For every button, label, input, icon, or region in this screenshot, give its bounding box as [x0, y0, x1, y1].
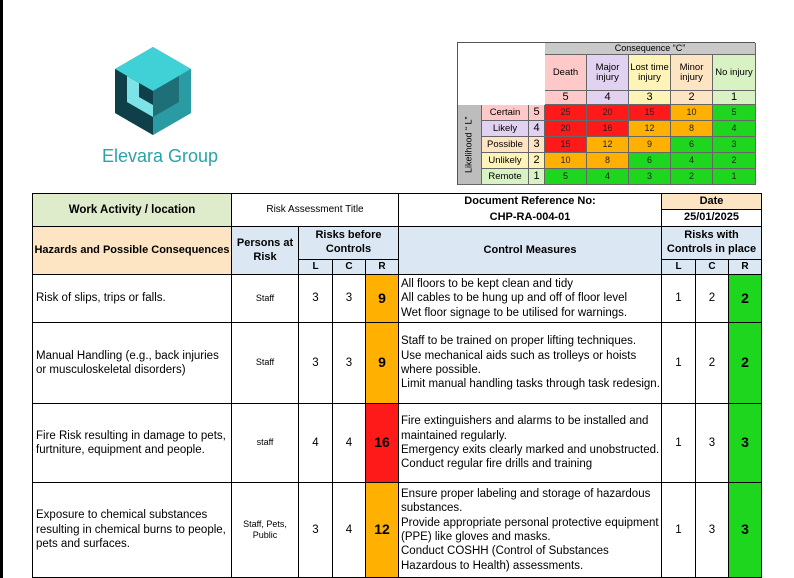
risk-cell: 20: [587, 105, 629, 121]
after-c-cell: 2: [696, 323, 729, 404]
risk-cell: 10: [545, 153, 587, 169]
risk-cell: 3: [629, 169, 671, 185]
consequence-label: Death: [545, 55, 587, 91]
doc-ref-value: CHP-RA-004-01: [399, 210, 662, 227]
hazard-cell: Risk of slips, trips or falls.: [33, 275, 232, 323]
control-line: Staff to be trained on proper lifting techniques.: [401, 335, 637, 348]
likelihood-label: Certain: [482, 105, 529, 121]
after-r-cell: 2: [729, 275, 762, 323]
consequence-score: 2: [671, 91, 713, 105]
date-value: 25/01/2025: [662, 210, 762, 227]
likelihood-label: Unlikely: [482, 153, 529, 169]
control-line: Provide appropriate personal protective equipment (PPE) like gloves and masks.: [401, 516, 659, 543]
risk-cell: 3: [713, 137, 756, 153]
risk-cell: 15: [545, 137, 587, 153]
risk-cell: 4: [671, 153, 713, 169]
hazard-cell: Manual Handling (e.g., back injuries or musculoskeletal disorders): [33, 323, 232, 404]
likelihood-score: 4: [529, 121, 545, 137]
hazard-cell: Exposure to chemical substances resulting in chemical burns to people, pets and surfaces.: [33, 483, 232, 578]
after-c-cell: 2: [696, 275, 729, 323]
consequence-score: 5: [545, 91, 587, 105]
control-line: All floors to be kept clean and tidy: [401, 277, 573, 290]
after-l-cell: 1: [662, 323, 696, 404]
risk-cell: 6: [629, 153, 671, 169]
likelihood-score: 1: [529, 169, 545, 185]
control-line: Conduct COSHH (Control of Substances Hazardous to Health) assessments.: [401, 545, 609, 572]
consequence-label: Minor injury: [671, 55, 713, 91]
risk-cell: 8: [587, 153, 629, 169]
persons-at-risk-header: Persons at Risk: [232, 227, 299, 275]
risk-cell: 4: [587, 169, 629, 185]
before-r-header: R: [366, 260, 399, 275]
consequence-score: 4: [587, 91, 629, 105]
before-l-cell: 3: [299, 483, 333, 578]
risk-cell: 2: [713, 153, 756, 169]
before-l-cell: 3: [299, 275, 333, 323]
after-r-header: R: [729, 260, 762, 275]
hazard-cell: Fire Risk resulting in damage to pets, furtniture, equipment and people.: [33, 404, 232, 483]
company-logo: [113, 45, 193, 137]
risk-cell: 15: [629, 105, 671, 121]
control-measures-cell: [399, 275, 662, 323]
before-r-cell: 16: [366, 404, 399, 483]
likelihood-score: 2: [529, 153, 545, 169]
before-l-cell: 4: [299, 404, 333, 483]
before-c-header: C: [333, 260, 366, 275]
control-measures-cell: [399, 323, 662, 404]
persons-cell: Staff, Pets, Public: [232, 483, 299, 578]
after-r-cell: 3: [729, 404, 762, 483]
risk-assessment-table: [32, 193, 762, 578]
risk-cell: 12: [587, 137, 629, 153]
risk-cell: 8: [671, 121, 713, 137]
risk-cell: 5: [545, 169, 587, 185]
after-r-cell: 2: [729, 323, 762, 404]
consequence-title: Consequence “C”: [545, 43, 756, 55]
after-c-cell: 3: [696, 404, 729, 483]
work-activity-header: Work Activity / location: [33, 194, 232, 227]
control-measures-cell: [399, 483, 662, 578]
control-line: Emergency exits clearly marked and unobstructed.: [401, 444, 660, 456]
consequence-label: Lost time injury: [629, 55, 671, 91]
control-line: Limit manual handling tasks through task redesign.: [401, 378, 660, 391]
risk-cell: 6: [671, 137, 713, 153]
after-l-cell: 1: [662, 275, 696, 323]
before-r-cell: 9: [366, 275, 399, 323]
likelihood-label: Likely: [482, 121, 529, 137]
after-l-cell: 1: [662, 483, 696, 578]
risk-cell: 2: [671, 169, 713, 185]
doc-ref-label: Document Reference No:: [399, 194, 662, 210]
control-line: All cables to be hung up and off of floor level: [401, 292, 628, 305]
likelihood-label: Possible: [482, 137, 529, 153]
risk-cell: 20: [545, 121, 587, 137]
likelihood-title: [458, 105, 482, 185]
before-c-cell: 4: [333, 483, 366, 578]
control-line: Use mechanical aids such as trolleys or hoists where possible.: [401, 349, 637, 376]
consequence-score: 3: [629, 91, 671, 105]
risk-cell: 4: [713, 121, 756, 137]
before-c-cell: 4: [333, 404, 366, 483]
risk-cell: 1: [713, 169, 756, 185]
risk-matrix: [457, 42, 755, 185]
risks-before-header: Risks before Controls: [299, 227, 399, 260]
risk-cell: 9: [629, 137, 671, 153]
risk-cell: 25: [545, 105, 587, 121]
persons-cell: Staff: [232, 275, 299, 323]
before-l-header: L: [299, 260, 333, 275]
risk-cell: 12: [629, 121, 671, 137]
hazards-header: Hazards and Possible Consequences: [33, 227, 232, 275]
likelihood-score: 5: [529, 105, 545, 121]
control-line: Fire extinguishers and alarms to be installed and maintained regularly.: [401, 415, 649, 442]
before-r-cell: 9: [366, 323, 399, 404]
control-line: Conduct regular fire drills and training: [401, 458, 593, 471]
before-r-cell: 12: [366, 483, 399, 578]
consequence-label: Major injury: [587, 55, 629, 91]
after-l-cell: 1: [662, 404, 696, 483]
persons-cell: staff: [232, 404, 299, 483]
before-c-cell: 3: [333, 275, 366, 323]
consequence-score: 1: [713, 91, 756, 105]
consequence-label: No injury: [713, 55, 756, 91]
after-c-header: C: [696, 260, 729, 275]
risk-cell: 10: [671, 105, 713, 121]
control-measures-cell: [399, 404, 662, 483]
likelihood-score: 3: [529, 137, 545, 153]
page-left-border: [0, 0, 3, 578]
control-line: Wet floor signage to be utilised for warnings.: [401, 306, 628, 319]
company-name: Elevara Group: [101, 146, 219, 166]
after-c-cell: 3: [696, 483, 729, 578]
control-line: Ensure proper labeling and storage of hazardous substances.: [401, 487, 651, 515]
after-l-header: L: [662, 260, 696, 275]
likelihood-title-text: Likelihood “ L”: [463, 116, 474, 173]
date-label: Date: [662, 194, 762, 210]
before-l-cell: 3: [299, 323, 333, 404]
after-r-cell: 3: [729, 483, 762, 578]
control-measures-header: Control Measures: [399, 227, 662, 275]
risks-with-controls-header: Risks with Controls in place: [662, 227, 762, 260]
likelihood-label: Remote: [482, 169, 529, 185]
persons-cell: Staff: [232, 323, 299, 404]
risk-cell: 16: [587, 121, 629, 137]
risk-cell: 5: [713, 105, 756, 121]
before-c-cell: 3: [333, 323, 366, 404]
hexagon-cube-logo-icon: [113, 45, 193, 137]
risk-assessment-title-label: Risk Assessment Title: [232, 194, 399, 227]
